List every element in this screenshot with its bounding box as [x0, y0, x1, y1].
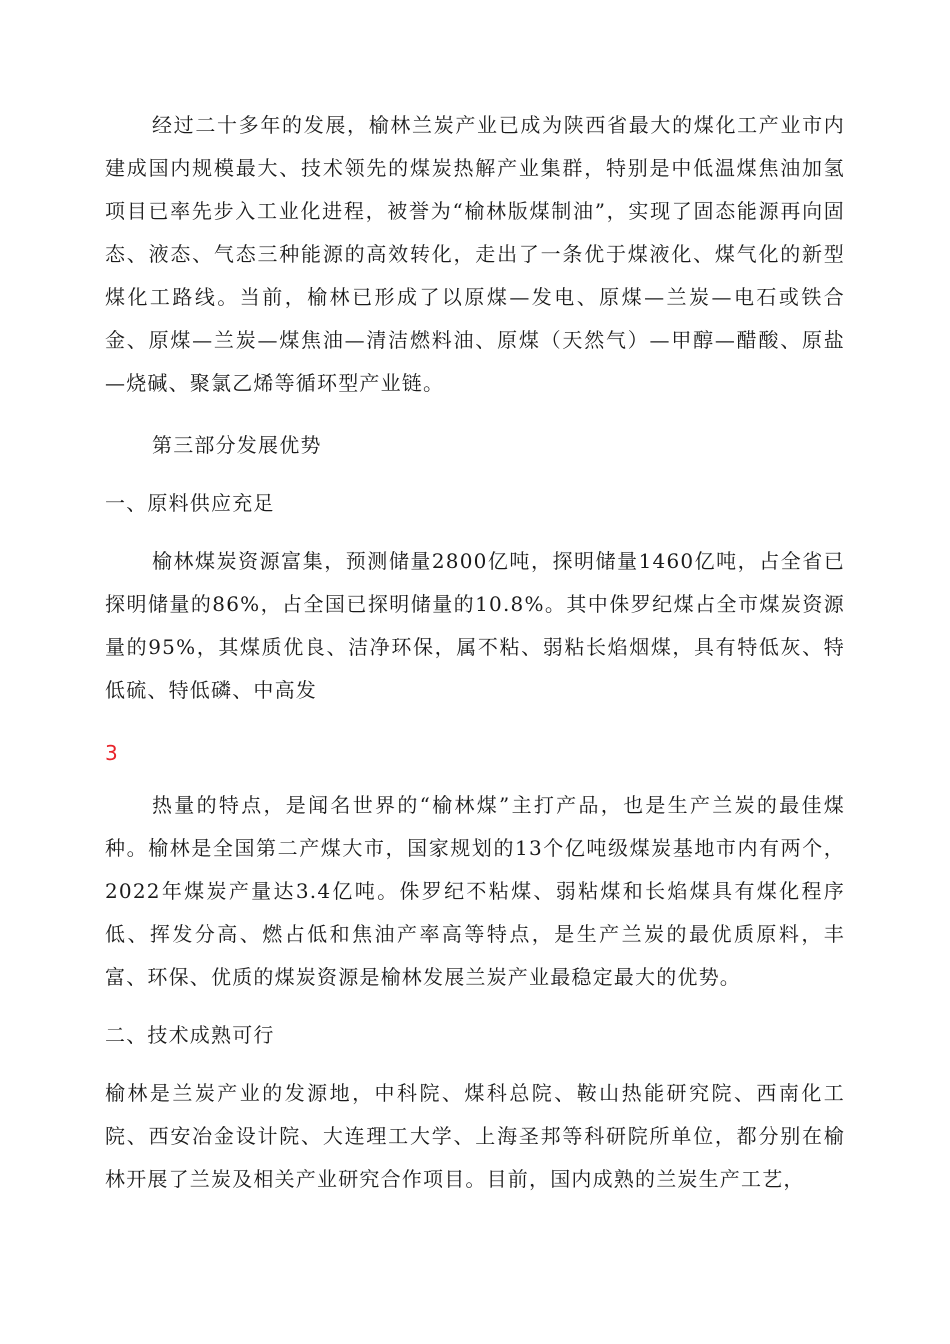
page-number: 3 — [105, 741, 118, 765]
paragraph-coal-resources: 榆林煤炭资源富集，预测储量2800亿吨，探明储量1460亿吨，占全省已探明储量的86%，占全国已探明储量的10.8%。其中侏罗纪煤占全市煤炭资源量的95%，其煤质优良、洁净环保，属不粘、弱粘长焰烟煤，具有特低灰、特低硫、特低磷、中高发 — [105, 549, 845, 702]
heading-technology-mature: 二、技术成熟可行 — [105, 1023, 275, 1047]
paragraph-industry-development: 经过二十多年的发展，榆林兰炭产业已成为陕西省最大的煤化工产业市内建成国内规模最大、技术领先的煤炭热解产业集群，特别是中低温煤焦油加氢项目已率先步入工业化进程，被誉为“榆林版煤制油”，实现了固态能源再向固态、液态、气态三种能源的高效转化，走出了一条优于煤液化、煤气化的新型煤化工路线。当前，榆林已形成了以原煤—发电、原煤—兰炭—电石或铁合金、原煤—兰炭—煤焦油—清洁燃料油、原煤（天然气）—甲醇—醋酸、原盐—烧碱、聚氯乙烯等循环型产业链。 — [105, 113, 845, 395]
heading-raw-material-supply: 一、原料供应充足 — [105, 491, 275, 515]
section-title: 第三部分发展优势 — [152, 433, 322, 457]
paragraph-coal-quality: 热量的特点，是闻名世界的“榆林煤”主打产品，也是生产兰炭的最佳煤种。榆林是全国第二产煤大市，国家规划的13个亿吨级煤炭基地市内有两个，2022年煤炭产量达3.4亿吨。侏罗纪不粘煤、弱粘煤和长焰煤具有煤化程序低、挥发分高、燃占低和焦油产率高等特点，是生产兰炭的最优质原料，丰富、环保、优质的煤炭资源是榆林发展兰炭产业最稳定最大的优势。 — [105, 793, 845, 989]
paragraph-research-institutes: 榆林是兰炭产业的发源地，中科院、煤科总院、鞍山热能研究院、西南化工院、西安冶金设计院、大连理工大学、上海圣邦等科研院所单位，都分别在榆林开展了兰炭及相关产业研究合作项目。目前，国内成熟的兰炭生产工艺， — [105, 1081, 845, 1191]
